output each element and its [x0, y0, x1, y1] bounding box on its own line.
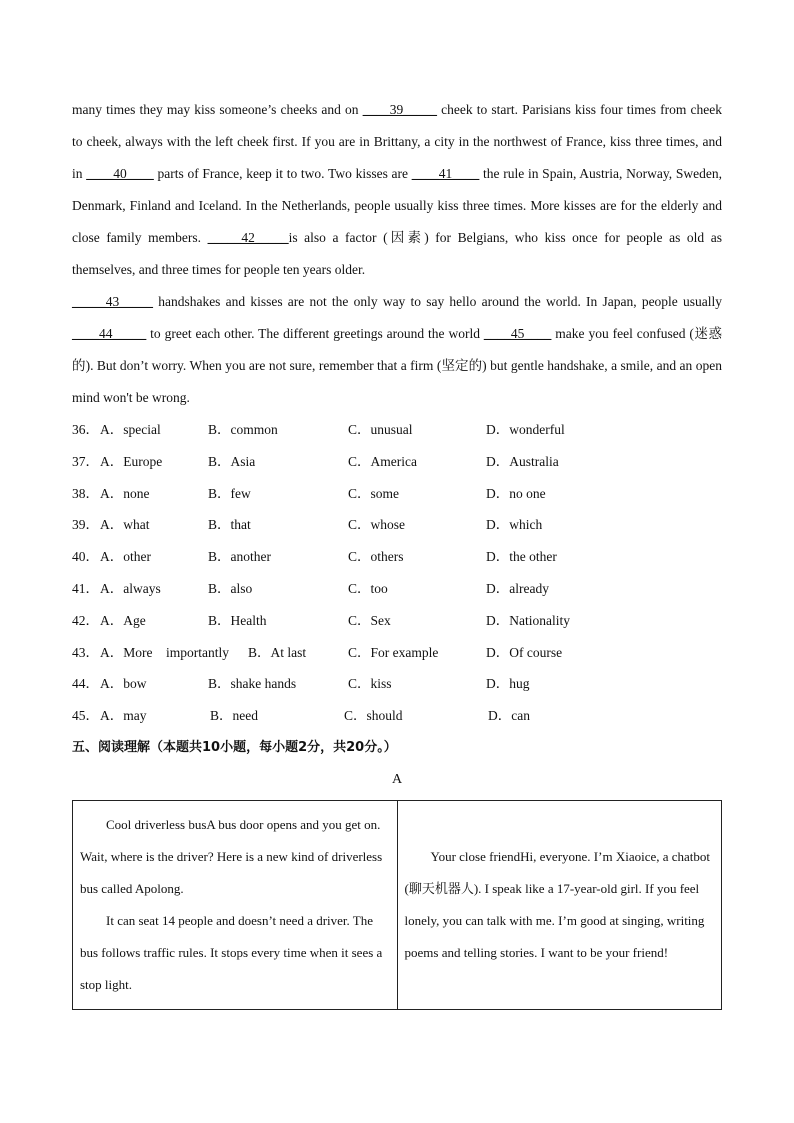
option-d: D．wonderful: [486, 422, 565, 437]
option-d: D．the other: [486, 549, 557, 565]
question-row: [72, 414, 722, 446]
option-c: C．kiss: [348, 676, 392, 692]
option-a: A．Europe: [100, 453, 163, 469]
option-b: B．Health: [208, 612, 267, 628]
question-row: [72, 700, 722, 732]
option-a: A．what: [100, 517, 150, 533]
option-c: C．should: [344, 708, 403, 724]
question-list: [72, 414, 722, 732]
exam-page: [72, 94, 722, 1010]
passage-text: cheek to start. Parisians kiss four times from cheek to cheek, always with the left cheek first. If you are in Brittany, a city in the northwest of France, kiss three times, and in: [72, 102, 723, 181]
section-title: 五、阅读理解（本题共10小题，每小题2分，共20分。）: [72, 739, 397, 755]
option-b: B．common: [208, 422, 278, 437]
option-d: D．which: [486, 517, 543, 533]
option-d: D．already: [486, 580, 549, 596]
option-c: C．some: [348, 485, 400, 501]
option-d: D．Of course: [486, 644, 563, 660]
question-number: 42．: [72, 612, 99, 628]
question-row: [72, 446, 722, 478]
option-b: B．that: [208, 517, 251, 533]
passage-text: handshakes and kisses are not the only way to say hello around the world. In Japan, people usually: [153, 294, 722, 309]
ad-text: Cool driverless busA bus door opens and you get on. Wait, where is the driver? Here is a new kind of driverless bus called Apolong.: [80, 816, 383, 896]
option-c: C．others: [348, 549, 404, 565]
option-d: D．Australia: [486, 453, 559, 469]
ad-cell-chatbot: [397, 800, 722, 1009]
option-a: A．other: [100, 549, 151, 565]
question-row: [72, 478, 722, 510]
option-a: A．bow: [100, 676, 147, 692]
option-a: A．may: [100, 708, 147, 724]
question-row: [72, 573, 722, 605]
passage-paragraph-1: [72, 94, 722, 286]
ads-table: [72, 800, 722, 1010]
question-number: 43．: [72, 644, 99, 660]
option-a: A．none: [100, 485, 150, 501]
question-number: 36．: [72, 422, 99, 437]
question-number: 40．: [72, 549, 99, 565]
blank-41: ____41____: [411, 166, 480, 181]
question-number: 39．: [72, 517, 99, 533]
passage-paragraph-2: [72, 286, 722, 414]
option-b: B．need: [210, 708, 258, 724]
option-b: B．few: [208, 485, 251, 501]
blank-42: _____42_____: [207, 230, 289, 245]
option-a: A．always: [100, 580, 161, 596]
option-a: A．Age: [100, 612, 146, 628]
ad-text: It can seat 14 people and doesn’t need a driver. The bus follows traffic rules. It stops every time when it sees a stop light.: [80, 912, 383, 992]
question-row: [72, 637, 722, 669]
blank-44: ____44_____: [72, 326, 147, 341]
option-c: C．America: [348, 453, 417, 469]
option-c: C．For example: [348, 644, 439, 660]
question-row: [72, 509, 722, 541]
passage-text: to greet each other. The different greetings around the world: [146, 326, 484, 341]
passage-text: make you feel confused (迷惑的). But don’t worry. When you are not sure, remember that a firm (坚定的) but gentle handshake, a smile, and an open mind won't be wrong.: [72, 326, 722, 405]
passage-text: many times they may kiss someone’s cheeks and on: [72, 102, 363, 117]
question-number: 38．: [72, 485, 99, 501]
option-c: C．Sex: [348, 612, 391, 628]
option-b: B．At last: [248, 644, 307, 660]
question-number: 45．: [72, 708, 99, 724]
question-number: 41．: [72, 580, 99, 596]
ad-cell-driverless-bus: [73, 800, 398, 1009]
passage-text: the rule in Spain, Austria, Norway, Sweden, Denmark, Finland and Iceland. In the Netherlands, people usually kiss three times. More kisses are for the elderly and close family members.: [72, 166, 722, 245]
option-d: D．no one: [486, 485, 546, 501]
ad-text: Your close friendHi, everyone. I’m Xiaoice, a chatbot (聊天机器人). I speak like a 17-year-old girl. If you feel lonely, you can talk with me. I’m good at singing, writing poems and telling stories. I want to be your friend!: [404, 848, 711, 960]
option-d: D．Nationality: [486, 612, 570, 628]
option-d: D．can: [488, 708, 530, 724]
passage-text: is also a factor (因素) for Belgians, who kiss once for people as old as themselves, and three times for people ten years older.: [72, 230, 723, 277]
option-b: B．Asia: [208, 453, 256, 469]
passage-label: A: [391, 771, 403, 787]
option-d: D．hug: [486, 676, 530, 692]
option-a: A．special: [100, 422, 161, 437]
option-b: B．another: [208, 549, 271, 565]
option-a: A．More importantly: [100, 644, 229, 660]
blank-39: ____39_____: [362, 102, 437, 117]
option-c: C．unusual: [348, 422, 413, 437]
question-row: [72, 605, 722, 637]
option-c: C．too: [348, 580, 388, 596]
blank-45: ____45____: [483, 326, 552, 341]
blank-43: _____43_____: [72, 294, 153, 309]
question-row: [72, 668, 722, 700]
question-number: 44．: [72, 676, 99, 692]
question-row: [72, 541, 722, 573]
option-b: B．also: [208, 580, 253, 596]
option-c: C．whose: [348, 517, 405, 533]
passage-text: parts of France, keep it to two. Two kisses are: [153, 166, 412, 181]
option-b: B．shake hands: [208, 676, 297, 692]
blank-40: ____40____: [86, 166, 154, 181]
question-number: 37．: [72, 453, 99, 469]
